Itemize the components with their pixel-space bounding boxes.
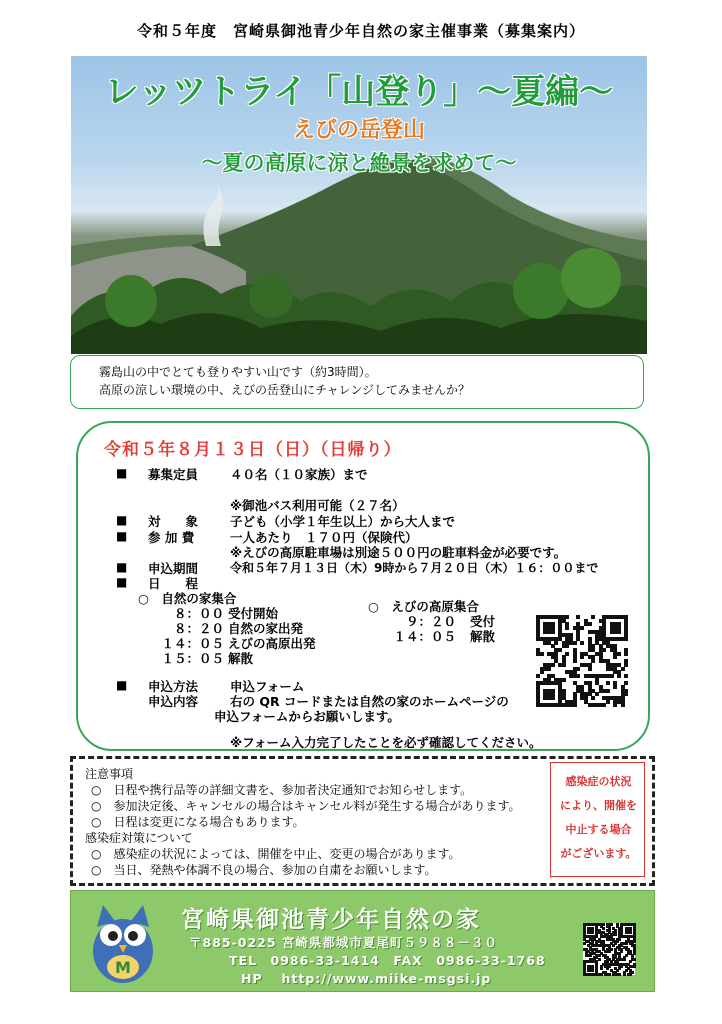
qr-module (618, 973, 621, 976)
qr-module (576, 674, 580, 678)
qr-module (624, 674, 628, 678)
event-tagline: ～夏の高原に涼と絶景を求めて～ (201, 151, 517, 175)
qr-module (606, 700, 610, 704)
qr-module (606, 689, 610, 693)
warning-line: 中止する場合 (565, 823, 632, 836)
schedule-event: 解散 (228, 651, 254, 666)
qr-module (551, 630, 555, 634)
qr-module (608, 950, 611, 953)
qr-module (551, 696, 555, 700)
qr-module (624, 637, 628, 641)
schedule-event: 自然の家出発 (228, 621, 304, 636)
footer-banner (70, 890, 655, 992)
page-title: 令和５年度 宮崎県御池青少年自然の家主催事業（募集案内） (136, 22, 585, 40)
fee-value: 一人あたり １７０円（保険代） (230, 530, 418, 545)
facility-homepage[interactable]: HP http://www.miike-msgsi.jp (241, 971, 492, 986)
qr-module (562, 678, 566, 682)
period-value: 令和５年７月１３日（木）9時から７月２０日（木）１６：００まで (230, 561, 599, 575)
qr-module (565, 644, 569, 648)
qr-module (600, 967, 603, 970)
qr-module (547, 667, 551, 671)
qr-module (606, 681, 610, 685)
qr-module (580, 641, 584, 645)
content-value-2: 申込フォームからお願いします。 (214, 709, 400, 724)
qr-module (573, 703, 577, 707)
capacity-value: ４０名（１０家族）まで (230, 467, 368, 482)
qr-module (551, 663, 555, 667)
schedule-time: ８：００ (173, 606, 224, 621)
qr-module (602, 927, 605, 930)
warning-line: 感染症の状況 (565, 775, 632, 788)
qr-module (573, 659, 577, 663)
schedule-event: えびの高原出発 (228, 636, 316, 651)
schedule-time: １４：０５ (393, 629, 456, 644)
content-value-1: 右の QR コードまたは自然の家のホームページの (230, 694, 509, 709)
qr-module (558, 648, 562, 652)
qr-module (580, 655, 584, 659)
target-value: 子ども（小学１年生以上）から大人まで (230, 514, 456, 529)
qr-module (621, 667, 625, 671)
owl-mascot-icon (83, 899, 163, 987)
qr-module (624, 692, 628, 696)
schedule-group-nature-house: ○ 自然の家集合 (138, 591, 237, 606)
qr-module (633, 958, 636, 961)
schedule-event: 受付開始 (228, 606, 279, 621)
qr-module (612, 944, 615, 947)
qr-module (588, 667, 592, 671)
bus-note: ※御池バス利用可能（２７名） (230, 498, 405, 513)
qr-module (591, 696, 595, 700)
note-item: ○ 日程や携行品等の詳細文書を、参加者決定通知でお知らせします。 (91, 783, 473, 797)
qr-module (602, 703, 606, 707)
qr-module (565, 615, 569, 619)
confirm-note: ※フォーム入力完了したことを必ず確認してください。 (230, 735, 542, 750)
bullet-icon: ■ (116, 678, 128, 692)
qr-module (625, 942, 628, 945)
qr-module (588, 622, 592, 626)
covid-title: 感染症対策について (85, 831, 193, 845)
event-title: レッツトライ「山登り」～夏編～ (104, 72, 614, 112)
qr-module (624, 652, 628, 656)
schedule-time: ８：２０ (173, 621, 224, 636)
event-subtitle: えびの岳登山 (292, 118, 425, 143)
qr-module (565, 626, 569, 630)
facility-address: 〒885-0225 宮崎県都城市夏尾町５９８８－３０ (189, 935, 498, 950)
qr-module (595, 692, 599, 696)
qr-module (562, 663, 566, 667)
qr-module (613, 655, 617, 659)
application-qr-code[interactable] (536, 615, 628, 707)
qr-module (613, 703, 617, 707)
capacity-label: 募集定員 (148, 467, 199, 482)
bullet-icon: ■ (116, 575, 128, 589)
schedule-group-ebino: ○ えびの高原集合 (368, 599, 479, 614)
qr-module (623, 973, 626, 976)
qr-module (606, 967, 609, 970)
covid-item: ○ 感染症の状況によっては、開催を中止、変更の場合があります。 (91, 847, 461, 861)
qr-module (613, 685, 617, 689)
event-date: 令和５年８月１３日（日）（日帰り） (104, 440, 402, 460)
hero-photo (71, 56, 647, 354)
schedule-time: １５：０５ (161, 651, 224, 666)
note-item: ○ 日程は変更になる場合もあります。 (91, 815, 305, 829)
warning-line: がございます。 (560, 847, 637, 860)
cancellation-warning (550, 762, 645, 877)
fee-label: 参 加 費 (148, 530, 195, 545)
schedule-event: 解散 (470, 629, 496, 644)
qr-module (591, 969, 594, 972)
qr-module (600, 973, 603, 976)
homepage-qr-code[interactable] (583, 923, 635, 975)
qr-module (554, 641, 558, 645)
qr-module (623, 958, 626, 961)
qr-module (536, 674, 540, 678)
qr-module (583, 942, 586, 945)
qr-module (591, 659, 595, 663)
method-value: 申込フォーム (230, 679, 305, 694)
bullet-icon: ■ (116, 466, 128, 480)
qr-module (580, 626, 584, 630)
warning-line: により、開催を (560, 799, 637, 812)
qr-module (629, 931, 632, 934)
schedule-label: 日 程 (148, 576, 199, 591)
intro-line-1: 霧島山の中でとても登りやすい山です（約3時間）。 (99, 365, 377, 379)
qr-module (591, 931, 594, 934)
qr-module (610, 674, 614, 678)
covid-item: ○ 当日、発熱や体調不良の場合、参加の自粛をお願いします。 (91, 863, 437, 877)
qr-module (629, 973, 632, 976)
qr-module (540, 652, 544, 656)
bullet-icon: ■ (116, 513, 128, 527)
schedule-event: 受付 (470, 614, 496, 629)
notes-title: 注意事項 (85, 767, 134, 781)
qr-module (576, 667, 580, 671)
period-label: 申込期間 (148, 561, 199, 576)
details-box (76, 421, 650, 751)
qr-module (540, 670, 544, 674)
note-item: ○ 参加決定後、キャンセルの場合はキャンセル料が発生する場合があります。 (91, 799, 521, 813)
schedule-time: １４：０５ (161, 636, 224, 651)
schedule-time: ９：２０ (405, 614, 456, 629)
qr-module (621, 703, 625, 707)
parking-note: ※えびの高原駐車場は別途５００円の駐車料金が必要です。 (230, 545, 567, 560)
target-label: 対 象 (148, 514, 199, 529)
intro-line-2: 高原の涼しい環境の中、えびの岳登山にチャレンジしてみませんか？ (99, 383, 471, 397)
qr-module (608, 973, 611, 976)
facility-phone: TEL 0986-33-1414 FAX 0986-33-1768 (229, 953, 546, 968)
bullet-icon: ■ (116, 529, 128, 543)
qr-module (617, 674, 621, 678)
method-label: 申込方法 (148, 679, 199, 694)
qr-module (617, 652, 621, 656)
qr-module (633, 965, 636, 968)
bullet-icon: ■ (116, 560, 128, 574)
mascot-letter: M (115, 958, 131, 977)
content-label: 申込内容 (148, 694, 199, 709)
qr-module (565, 652, 569, 656)
intro-box (70, 355, 644, 409)
qr-module (576, 615, 580, 619)
qr-module (591, 615, 595, 619)
qr-module (624, 681, 628, 685)
qr-module (614, 933, 617, 936)
facility-name: 宮崎県御池青少年自然の家 (181, 907, 481, 933)
qr-module (573, 641, 577, 645)
qr-module (602, 648, 606, 652)
qr-module (617, 630, 621, 634)
qr-module (589, 954, 592, 957)
qr-module (624, 663, 628, 667)
